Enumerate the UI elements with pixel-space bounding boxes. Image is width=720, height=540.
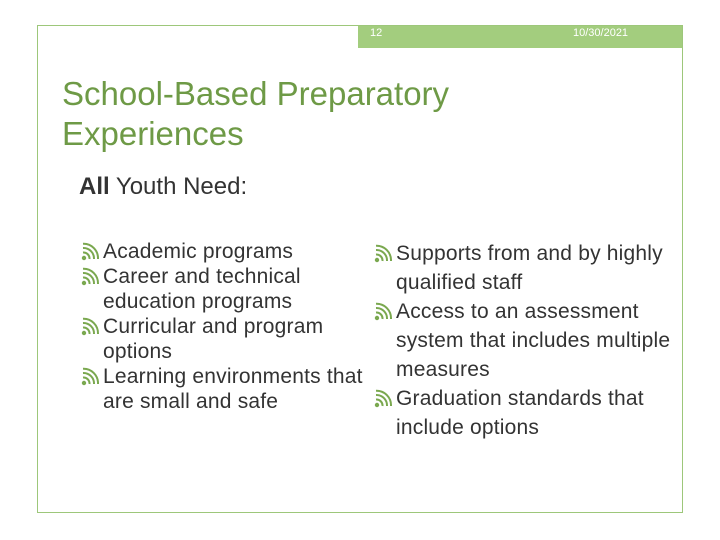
subtitle-bold-word: All (79, 173, 110, 200)
slide-subtitle (79, 173, 247, 201)
list-item (373, 297, 678, 384)
bullet-text: Academic programs (103, 240, 294, 263)
bullet-text: Learning environments that are small and safe (103, 365, 363, 413)
list-item (373, 384, 678, 442)
header-white-segment (38, 26, 358, 48)
list-item (80, 314, 365, 364)
wifi-signal-icon (80, 367, 100, 387)
bullet-text: Supports from and by highly qualified staff (396, 242, 663, 294)
list-item (80, 364, 365, 414)
bullet-text: Curricular and program options (103, 315, 324, 363)
bullet-text: Career and technical education programs (103, 265, 301, 313)
slide-date: 10/30/2021 (573, 27, 629, 39)
bullet-text: Access to an assessment system that includes multiple measures (396, 300, 671, 381)
left-bullet-list (80, 239, 365, 414)
list-item (80, 264, 365, 314)
wifi-signal-icon (80, 317, 100, 337)
bullet-text: Graduation standards that include options (396, 387, 644, 439)
right-bullet-list (373, 239, 678, 442)
wifi-signal-icon (373, 389, 393, 409)
subtitle-rest: Youth Need: (109, 173, 248, 200)
slide-number: 12 (370, 27, 383, 39)
wifi-signal-icon (80, 242, 100, 262)
wifi-signal-icon (80, 267, 100, 287)
wifi-signal-icon (373, 244, 393, 264)
slide-title: School-Based Preparatory Experiences (62, 75, 450, 152)
list-item (373, 239, 678, 297)
list-item (80, 239, 365, 264)
wifi-signal-icon (373, 302, 393, 322)
